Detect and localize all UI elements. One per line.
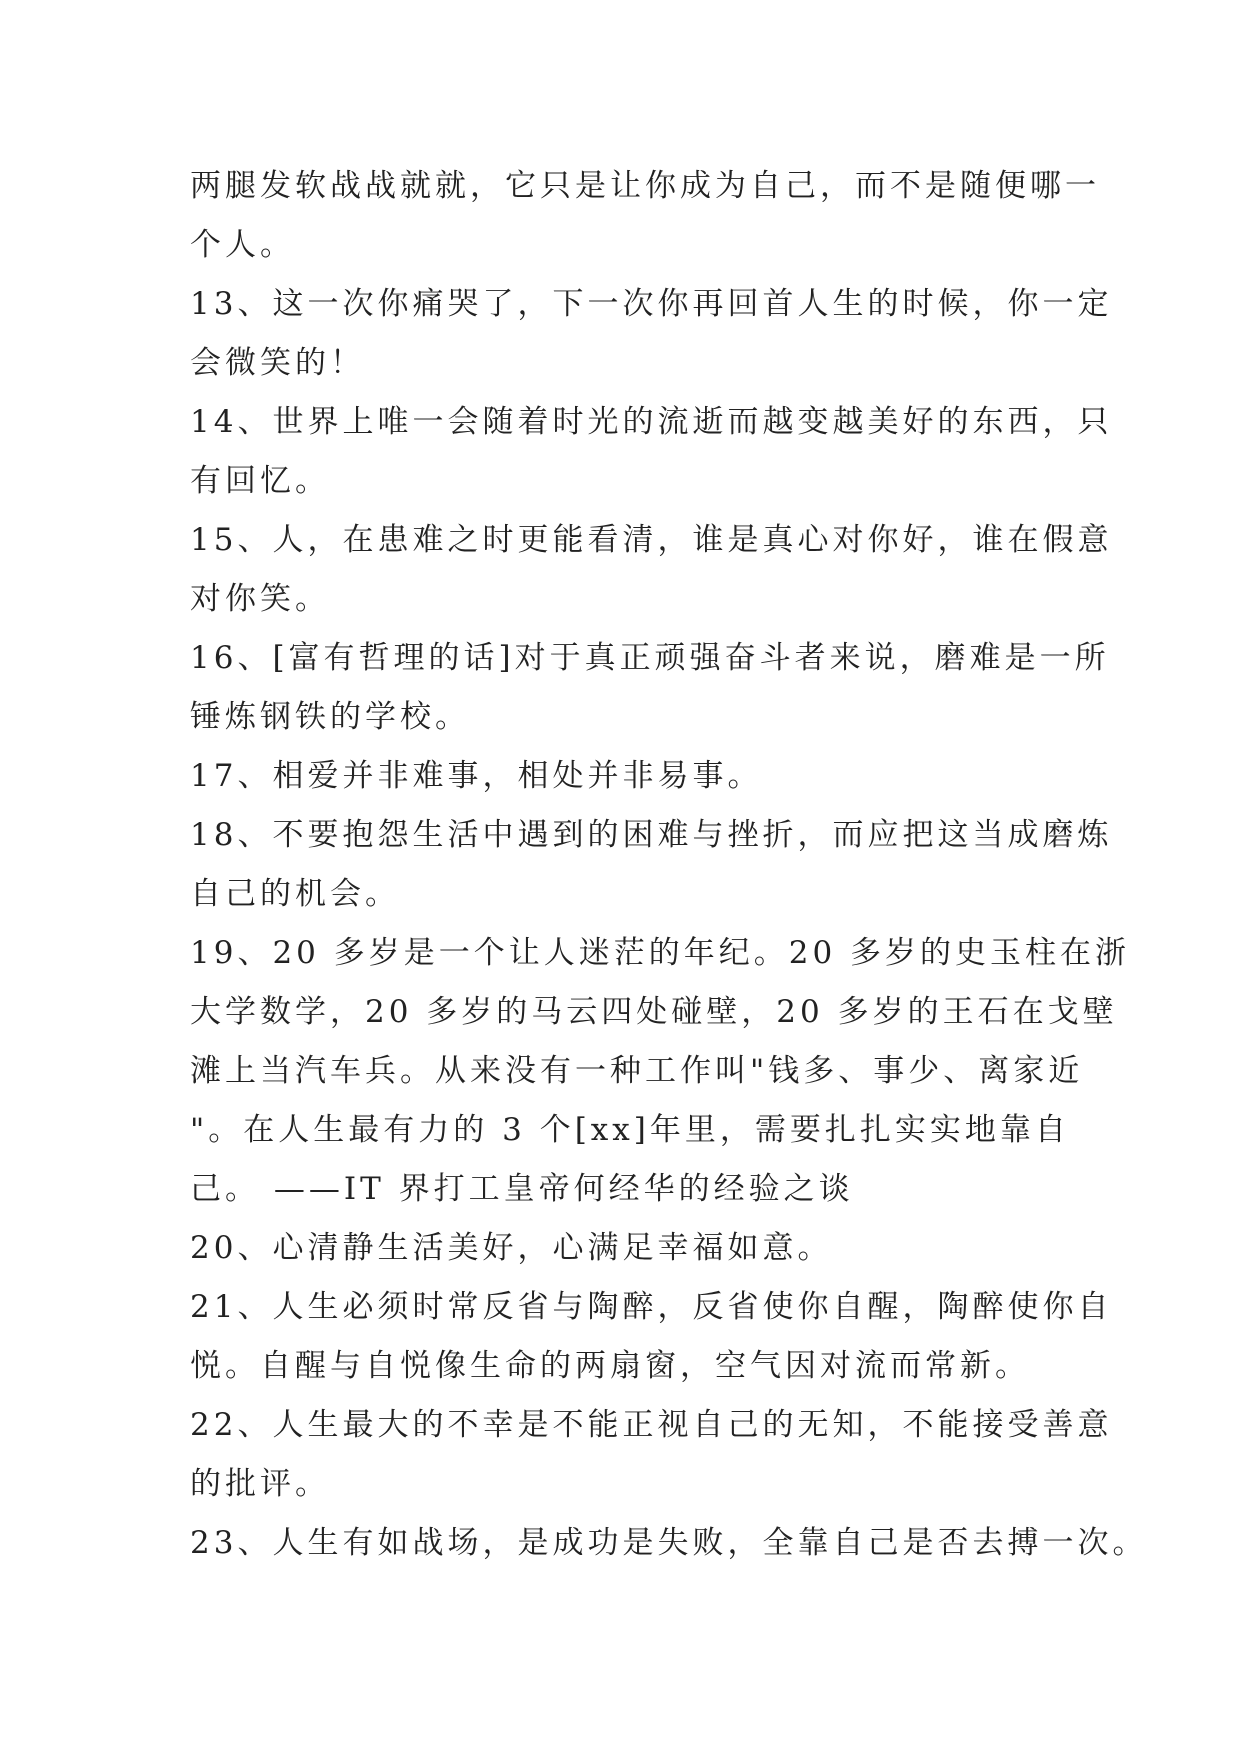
- text-line: 14、世界上唯一会随着时光的流逝而越变越美好的东西，只: [190, 404, 1113, 440]
- text-line: 17、相爱并非难事，相处并非易事。: [190, 758, 763, 794]
- text-line: 自己的机会。: [190, 876, 400, 912]
- text-line: 会微笑的！: [190, 345, 365, 381]
- text-line: 23、人生有如战场，是成功是失败，全靠自己是否去搏一次。: [190, 1525, 1148, 1561]
- text-line: 锤炼钢铁的学校。: [190, 699, 470, 735]
- text-line: 的批评。: [190, 1466, 330, 1502]
- text-line: 己。 ——IT 界打工皇帝何经华的经验之谈: [190, 1171, 854, 1207]
- text-line: 20、心清静生活美好，心满足幸福如意。: [190, 1230, 833, 1266]
- text-line: "。在人生最有力的 3 个[xx]年里，需要扎扎实实地靠自: [190, 1112, 1070, 1148]
- text-line: 15、人，在患难之时更能看清，谁是真心对你好，谁在假意: [190, 522, 1113, 558]
- text-line: 对你笑。: [190, 581, 330, 617]
- document-body: [190, 157, 1148, 1573]
- text-line: 两腿发软战战就就，它只是让你成为自己，而不是随便哪一: [190, 168, 1100, 204]
- text-line: 悦。自醒与自悦像生命的两扇窗，空气因对流而常新。: [190, 1348, 1030, 1384]
- text-line: 19、20 多岁是一个让人迷茫的年纪。20 多岁的史玉柱在浙: [190, 935, 1131, 971]
- text-line: 个人。: [190, 227, 295, 263]
- text-line: 22、人生最大的不幸是不能正视自己的无知，不能接受善意: [190, 1407, 1113, 1443]
- text-line: 21、人生必须时常反省与陶醉，反省使你自醒，陶醉使你自: [190, 1289, 1113, 1325]
- text-line: 18、不要抱怨生活中遇到的困难与挫折，而应把这当成磨炼: [190, 817, 1113, 853]
- text-line: 有回忆。: [190, 463, 330, 499]
- text-line: 大学数学，20 多岁的马云四处碰壁，20 多岁的王石在戈壁: [190, 994, 1118, 1030]
- text-line: 13、这一次你痛哭了，下一次你再回首人生的时候，你一定: [190, 286, 1113, 322]
- text-line: 滩上当汽车兵。从来没有一种工作叫"钱多、事少、离家近: [190, 1053, 1084, 1089]
- text-line: 16、[富有哲理的话]对于真正顽强奋斗者来说，磨难是一所: [190, 640, 1110, 676]
